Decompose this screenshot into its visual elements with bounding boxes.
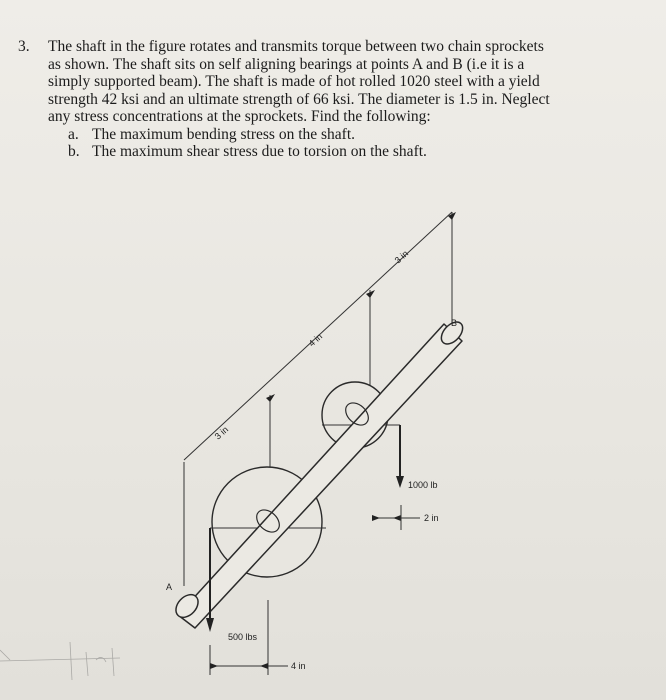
question-b-label: b. bbox=[68, 143, 80, 160]
force-500-arrowhead bbox=[206, 618, 214, 632]
radius-2in-label: 2 in bbox=[424, 513, 439, 523]
shaft bbox=[178, 324, 462, 628]
point-b-label: B bbox=[451, 318, 458, 328]
problem-line: any stress concentrations at the sprockets. Find the following: bbox=[48, 108, 431, 125]
dim-arrow bbox=[393, 515, 401, 521]
dim-arrow bbox=[260, 663, 268, 669]
question-a-label: a. bbox=[68, 125, 79, 143]
dim-arrow bbox=[372, 515, 380, 521]
force-1000-arrowhead bbox=[396, 476, 404, 488]
problem-line: strength 42 ksi and an ultimate strength of 66 ksi. The diameter is 1.5 in. Neglect bbox=[48, 90, 550, 108]
pencil-scribble bbox=[0, 642, 120, 680]
radius-4in-label: 4 in bbox=[291, 661, 306, 671]
problem-line: as shown. The shaft sits on self aligning bearings at points A and B (i.e it is a bbox=[48, 55, 525, 73]
force-500-label: 500 lbs bbox=[228, 632, 258, 642]
point-a-label: A bbox=[166, 582, 173, 592]
dim-arrow bbox=[210, 663, 218, 669]
question-b-text: The maximum shear stress due to torsion on the shaft. bbox=[92, 143, 427, 160]
force-1000-label: 1000 lb bbox=[408, 480, 438, 490]
dim-label-3in-bottom: 3 in bbox=[212, 424, 231, 442]
question-a-text: The maximum bending stress on the shaft. bbox=[92, 125, 356, 143]
dim-label-4in: 4 in bbox=[306, 331, 325, 349]
problem-line: simply supported beam). The shaft is made of hot rolled 1020 steel with a yield bbox=[48, 73, 540, 90]
problem-number: 3. bbox=[18, 38, 30, 55]
dim-label-3in-top: 3 in bbox=[392, 248, 411, 266]
problem-line: The shaft in the figure rotates and transmits torque between two chain sprockets bbox=[48, 38, 544, 55]
